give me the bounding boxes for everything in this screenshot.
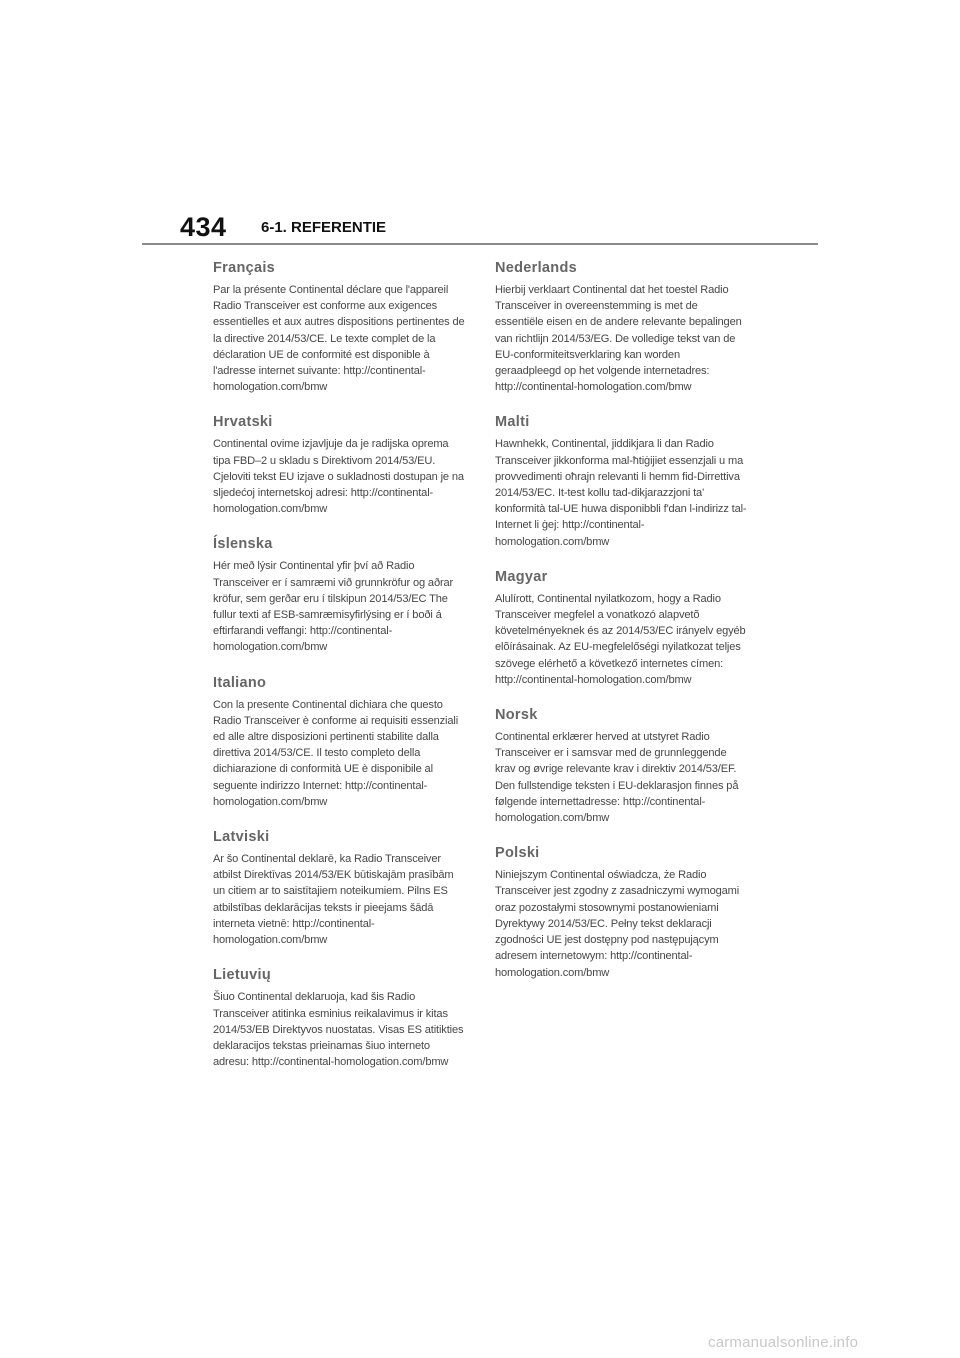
language-section-latviski: [213, 829, 465, 948]
language-heading: Íslenska: [213, 536, 273, 553]
language-section-francais: [213, 260, 465, 395]
header-divider: [142, 243, 818, 245]
declaration-text: Con la presente Continental dichiara che questo Radio Transceiver è conforme ai requisiti essenziali ed alle altre disposizioni pertinenti stabilite dalla direttiva 2014/53/CE. Il testo completo della dichiarazione di conformità UE è disponibile al seguente indirizzo Internet: http://continental-homologation.com/bmw: [213, 698, 459, 808]
language-heading: Lietuvių: [213, 967, 271, 984]
declaration-text: Niniejszym Continental oświadcza, że Radio Transceiver jest zgodny z zasadniczymi wymogami oraz pozostałymi stosownymi postanowieniami Dyrektywy 2014/53/EC. Pełny tekst deklaracji zgodności UE jest dostępny pod następującym adresem internetowym: http://continental-homologation.com/bmw: [495, 869, 740, 979]
declaration-text: Hér með lýsir Continental yfir því að Radio Transceiver er í samræmi við grunnkröfur og aðrar kröfur, sem gerðar eru í tilskipun 2014/53/EC The fullur texti af ESB-samræmisyfirlýsing er í boði á eftirfarandi veffangi: http://continental-homologation.com/bmw: [213, 560, 454, 654]
language-section-nederlands: [495, 260, 747, 395]
language-section-malti: [495, 414, 747, 549]
language-section-polski: [495, 845, 747, 980]
language-heading: Malti: [495, 414, 530, 431]
language-heading: Norsk: [495, 707, 538, 724]
language-heading: Hrvatski: [213, 414, 273, 431]
language-section-hrvatski: [213, 414, 465, 517]
language-section-magyar: [495, 569, 747, 688]
language-heading: Français: [213, 260, 276, 276]
declaration-text: Ar šo Continental deklarē, ka Radio Transceiver atbilst Direktīvas 2014/53/EK būtiskajām prasībām un citiem ar to saistītajiem noteikumiem. Pilns ES atbilstības deklarācijas teksts ir pieejams šādā interneta vietnē: http://continental-homologation.com/bmw: [213, 853, 454, 947]
language-heading: Latviski: [213, 829, 270, 846]
left-column: [213, 260, 465, 1089]
declaration-text: Alulírott, Continental nyilatkozom, hogy a Radio Transceiver megfelel a vonatkozó alapvetõ követelményeknek és az 2014/53/EC irányelv egyéb elõírásainak. Az EU-megfelelőségi nyilatkozat teljes szövege elérhető a következő internetes címen: http://continental-homologation.com/bmw: [495, 592, 746, 686]
declaration-text: Hawnhekk, Continental, jiddikjara li dan Radio Transceiver jikkonforma mal-ħtiġijiet essenzjali u ma provvedimenti oħrajn relevanti li hemm fid-Dirrettiva 2014/53/EC. It-test kollu tad-dikjarazzjoni ta' konformità tal-UE huwa disponibbli f'dan l-indirizz tal-Internet li ġej: http://continental-homologation.com/bmw: [495, 438, 747, 548]
right-column: [495, 260, 747, 1000]
language-heading: Polski: [495, 845, 540, 862]
watermark: carmanualsonline.info: [708, 1334, 859, 1351]
language-section-lietuviu: [213, 967, 465, 1070]
language-section-italiano: [213, 675, 465, 810]
page-number: 434: [180, 212, 227, 242]
language-heading: Italiano: [213, 674, 267, 691]
language-section-norsk: [495, 707, 747, 826]
declaration-text: Par la présente Continental déclare que l'appareil Radio Transceiver est conforme aux exigences essentielles et aux autres dispositions pertinentes de la directive 2014/53/CE. Le texte complet de la déclaration UE de conformité est disponible à l'adresse internet suivante: http://continental-homologation.com/bmw: [213, 284, 465, 394]
language-heading: Nederlands: [495, 260, 577, 276]
declaration-text: Continental ovime izjavljuje da je radijska oprema tipa FBD–2 u skladu s Direktivom 2014/53/EU. Cjeloviti tekst EU izjave o sukladnosti dostupan je na sljedećoj internetskoj adresi: http://continental-homologation.com/bmw: [213, 438, 464, 516]
declaration-text: Hierbij verklaart Continental dat het toestel Radio Transceiver in overeenstemming is met de essentiële eisen en de andere relevante bepalingen van richtlijn 2014/53/EG. De volledige tekst van de EU-conformiteitsverklaring kan worden geraadpleegd op het volgende internetadres: http://continental-homologation.com/bmw: [495, 284, 742, 394]
language-heading: Magyar: [495, 568, 548, 585]
declaration-text: Šiuo Continental deklaruoja, kad šis Radio Transceiver atitinka esminius reikalavimus ir kitas 2014/53/EB Direktyvos nuostatas. Visas ES atitikties deklaracijos tekstas prieinamas šiuo interneto adresu: http://continental-homologation.com/bmw: [213, 991, 464, 1069]
language-section-islenska: [213, 536, 465, 655]
section-title: 6-1. REFERENTIE: [261, 219, 387, 236]
declaration-text: Continental erklærer herved at utstyret Radio Transceiver er i samsvar med de grunnleggende krav og øvrige relevante krav i direktiv 2014/53/EF. Den fullstendige teksten i EU-deklarasjon finnes på følgende internettadresse: http://continental-homologation.com/bmw: [495, 731, 739, 825]
